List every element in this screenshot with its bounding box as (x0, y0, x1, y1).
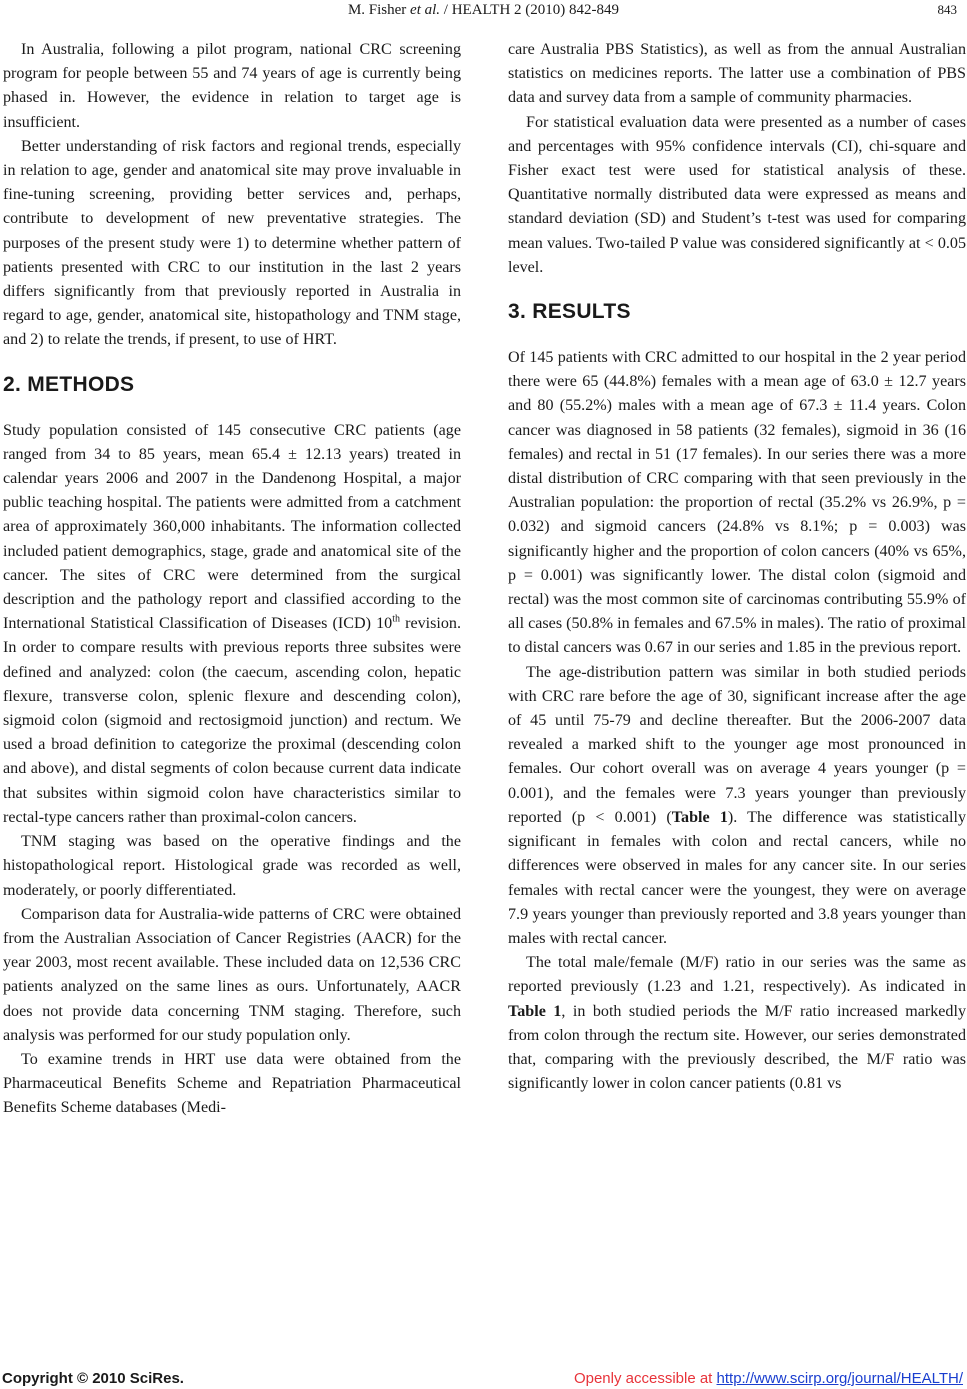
paragraph (508, 661, 966, 951)
journal-link[interactable]: http://www.scirp.org/journal/HEALTH/ (716, 1370, 963, 1387)
paragraph: To examine trends in HRT use data were obtained from the Pharmaceutical Benefits Scheme and Repatriation Pharmaceutical Benefits Scheme databases (Medi- (3, 1050, 461, 1117)
paragraph (3, 419, 461, 830)
paragraph: For statistical evaluation data were presented as a number of cases and percentages with 95% confidence intervals (CI), chi-square and Fisher exact test were used for statistical analysis of these. Quantitative normally distributed data were expressed as means and standard deviation (SD) and Student’s t-test was used for comparing mean values. Two-tailed P value was considered significantly at < 0.05 level. (508, 113, 966, 276)
paragraph-text: revision. In order to compare results with previous reports three subsites were defined and analyzed: colon (the caecum, ascending colon, hepatic flexure, transverse colon, splenic flexure and descending colon), sigmoid colon (sigmoid and rectosigmoid junction) and rectum. We used a broad definition to categorize the proximal (descending colon and above), and distal segments of colon because current data indicate that subsites within sigmoid colon have characteristics similar to rectal-type cancers rather than proximal-colon cancers. (3, 615, 461, 826)
page-number: 843 (937, 2, 957, 17)
paragraph: TNM staging was based on the operative findings and the histopathological report. Histological grade was recorded as well, moderately, or poorly differentiated. (3, 833, 461, 899)
paragraph: Comparison data for Australia-wide patterns of CRC were obtained from the Australian Association of Cancer Registries (AACR) for the year 2003, most recent available. These included data on 12,536 CRC patients analyzed on the same lines as ours. Unfortunately, AACR does not provide data concerning TNM staging. Therefore, such analysis was performed for our study population only. (3, 905, 461, 1044)
section-heading-methods: 2. METHODS (3, 372, 135, 396)
running-head (0, 2, 967, 19)
left-column (3, 38, 461, 1121)
running-head-journal: / HEALTH 2 (2010) 842-849 (440, 2, 620, 18)
section-heading-results: 3. RESULTS (508, 300, 631, 324)
paragraph-text: The age-distribution pattern was similar in both studied periods with CRC rare before the age of 30, significant increase after the age of 45 until 75-79 and decline thereafter. But the 2006-2007 data revealed a marked shift to the younger age most pronounced in females. Our cohort overall was on average 4 years younger (p = 0.001), and the females were 7.3 years younger than previously reported (p < 0.001) ( (508, 663, 966, 826)
copyright: Copyright © 2010 SciRes. (2, 1370, 184, 1387)
running-head-etal: et al. (410, 2, 441, 18)
open-access-note (574, 1370, 963, 1387)
paragraph: care Australia PBS Statistics), as well as from the annual Australian statistics on medicines reports. The latter use a combination of PBS data and survey data from a sample of community pharmacies. (508, 41, 966, 107)
paragraph (508, 951, 966, 1096)
superscript: th (392, 613, 400, 625)
paragraph-text: , in both studied periods the M/F ratio increased markedly from colon through the rectum site. However, our series demonstrated that, comparing with the previously described, the M/F ratio was significantly lower in colon cancer patients (0.81 vs (508, 1002, 966, 1093)
running-head-authors: M. Fisher (347, 2, 411, 18)
table-reference[interactable]: Table 1 (508, 1002, 562, 1020)
table-reference[interactable]: Table 1 (671, 808, 728, 826)
paragraph: Of 145 patients with CRC admitted to our hospital in the 2 year period there were 65 (44.8%) females with a mean age of 63.0 ± 12.7 years and 80 (55.2%) males with a mean age of 67.3 ± 11.4 years. Colon cancer was diagnosed in 58 patients (32 females), sigmoid in 36 (16 females) and rectal in 51 (17 females). In our series there was a more distal distribution of CRC comparing with that seen previously in the Australian population: the proportion of rectal (35.2% vs 26.9%, p = 0.032) and sigmoid cancers (24.8% vs 8.1%; p = 0.003) was significantly higher and the proportion of colon cancers (40% vs 65%, p = 0.001) was significantly lower. The distal colon (sigmoid and rectal) was the most common site of carcinomas contributing 55.9% of all cases (50.8% in females and 67.5% in males). The ratio of proximal to distal cancers was 0.67 in our series and 1.85 in the previous report. (508, 349, 966, 657)
open-access-prefix: Openly accessible at (573, 1370, 717, 1387)
paragraph-text: The total male/female (M/F) ratio in our series was the same as reported previously (1.23 and 1.21, respectively). As indicated in (508, 954, 966, 996)
paragraph: In Australia, following a pilot program, national CRC screening program for people between 55 and 74 years of age is currently being phased in. However, the evidence in relation to target age is insufficient. (3, 41, 461, 131)
paragraph: Better understanding of risk factors and regional trends, especially in relation to age, gender and anatomical site may prove invaluable in fine-tuning screening, providing better services and, perhaps, contribute to development of new preventative strategies. The purposes of the present study were 1) to determine whether pattern of patients presented with CRC to our institution in the last 2 years differs significantly from that previously reported in Australia in regard to age, gender, anatomical site, histopathology and TNM stage, and 2) to relate the trends, if present, to use of HRT. (3, 137, 461, 349)
paragraph-text: ). The difference was statistically significant in females with colon and rectal cancers, while no differences were observed in males for any cancer site. In our series females with rectal cancer were the youngest, they were on average 7.9 years younger than previously reported and 3.8 years younger than males with rectal cancer. (508, 808, 966, 947)
right-column (508, 38, 966, 1096)
paragraph-text: Study population consisted of 145 consecutive CRC patients (age ranged from 34 to 85 years, mean 65.4 ± 12.13 years) treated in calendar years 2006 and 2007 in the Dandenong Hospital, a major public teaching hospital. The patients were admitted from a catchment area of approximately 360,000 inhabitants. The information collected included patient demographics, stage, grade and anatomical site of the cancer. The sites of CRC were determined from the surgical description and the pathology report and classified according to the International Statistical Classification of Diseases (ICD) 10 (3, 421, 461, 633)
